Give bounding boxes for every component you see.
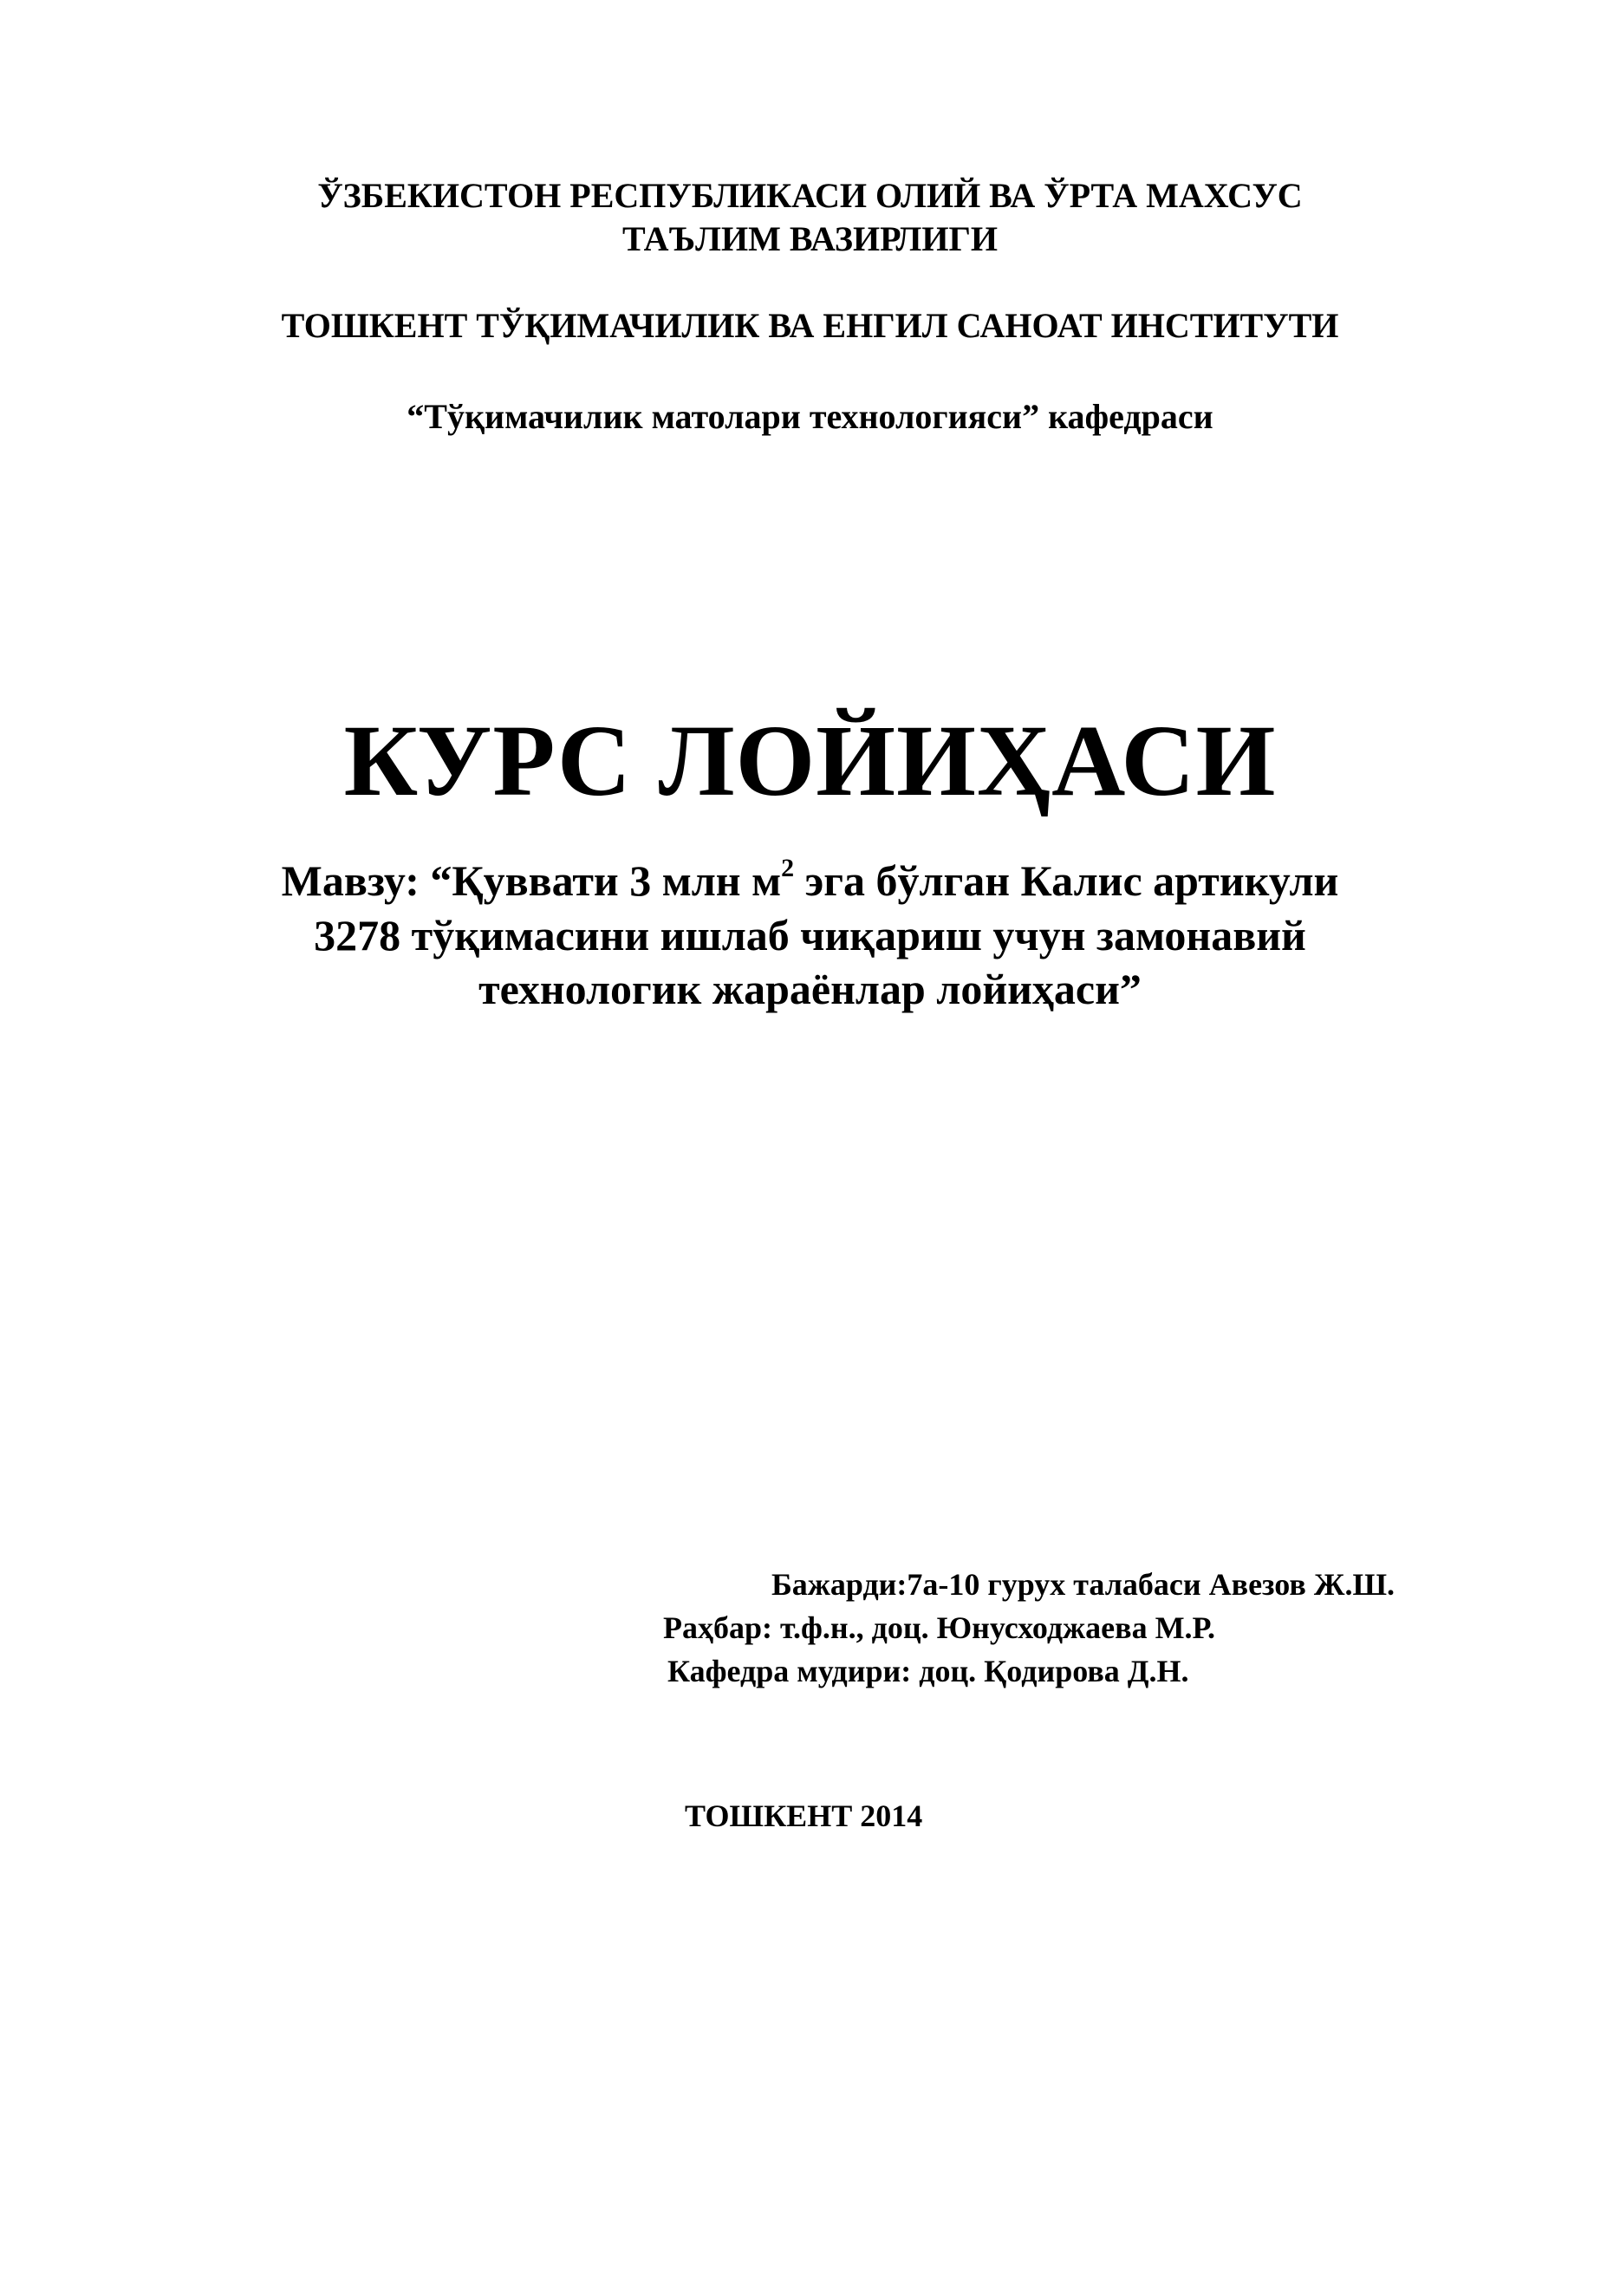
head-of-department-info: Кафедра мудири: доц. Қодирова Д.Н. — [667, 1654, 1189, 1688]
document-title: КУРС ЛОЙИҲАСИ — [343, 704, 1277, 817]
performer-info: Бажарди:7а-10 гурух талабаси Авезов Ж.Ш. — [771, 1567, 1395, 1602]
ministry-line-1: ЎЗБЕКИСТОН РЕСПУБЛИКАСИ ОЛИЙ ВА ЎРТА МАХСУС — [317, 176, 1303, 215]
topic-line-3: технологик жараёнлар лойиҳаси” — [478, 965, 1142, 1013]
department-name: “Тўқимачилик матолари технологияси” кафедраси — [407, 397, 1213, 436]
city-year: ТОШКЕНТ 2014 — [685, 1798, 923, 1833]
topic-line-1-text-b: эга бўлган Калис артикули — [794, 856, 1339, 905]
topic-line-1-text-a: Мавзу: “Қуввати 3 млн м — [281, 856, 782, 905]
topic-line-1 — [0, 854, 1620, 907]
topic-superscript: 2 — [781, 854, 795, 883]
topic-line-2: 3278 тўқимасини ишлаб чиқариш учун замонавий — [314, 911, 1306, 959]
ministry-line-2: ТАЪЛИМ ВАЗИРЛИГИ — [621, 219, 999, 258]
institute-name: ТОШКЕНТ ТЎҚИМАЧИЛИК ВА ЕНГИЛ САНОАТ ИНСТИТУТИ — [281, 306, 1339, 345]
supervisor-info: Раҳбар: т.ф.н., доц. Юнусходжаева М.Р. — [663, 1610, 1216, 1645]
